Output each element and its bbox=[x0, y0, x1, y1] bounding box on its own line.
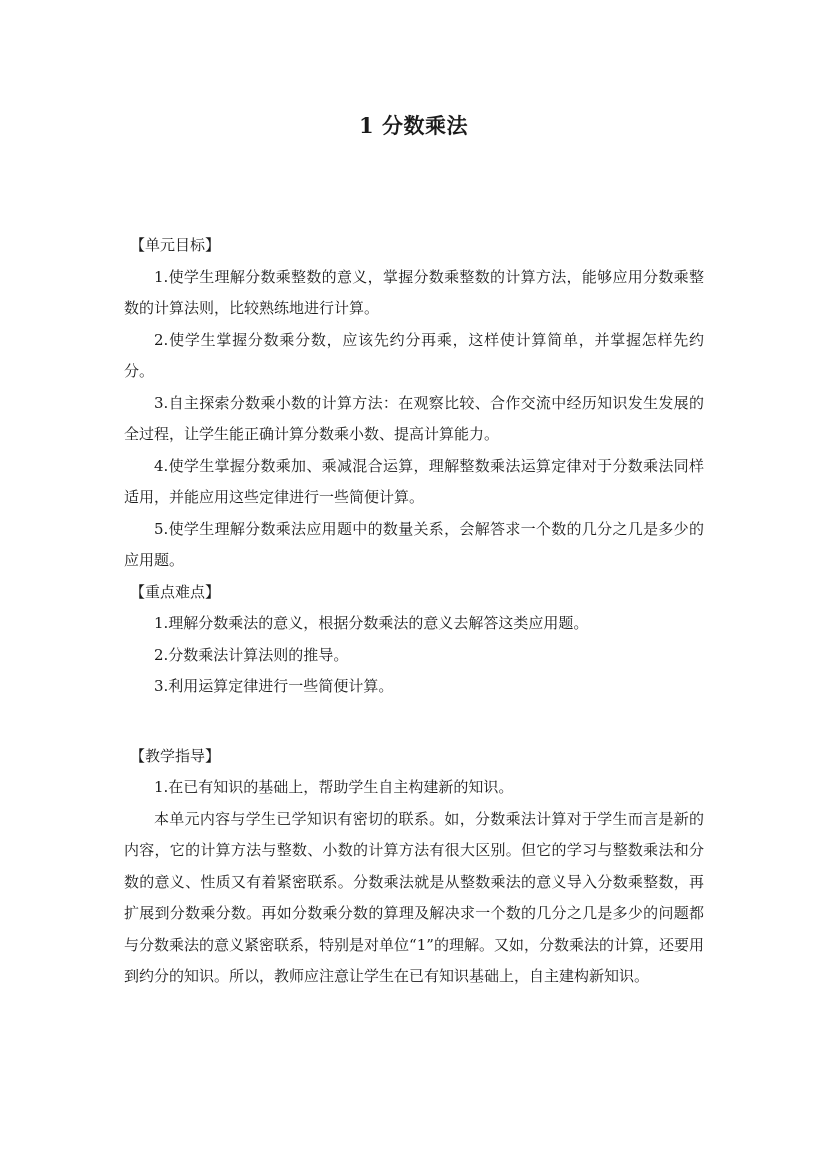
keypoint-item: 1.理解分数乘法的意义，根据分数乘法的意义去解答这类应用题。 bbox=[154, 614, 589, 632]
keypoint-item: 2.分数乘法计算法则的推导。 bbox=[154, 645, 349, 664]
section-spacer bbox=[124, 703, 704, 741]
section-heading-keypoints: 【重点难点】 bbox=[130, 582, 221, 601]
document-body bbox=[124, 230, 704, 993]
section-heading-goals: 【单元目标】 bbox=[130, 236, 221, 254]
goal-item: 2.使学生掌握分数乘分数，应该先约分再乘，这样使计算简单，并掌握怎样先约分。 bbox=[124, 330, 704, 380]
guidance-item: 1.在已有知识的基础上，帮助学生自主构建新的知识。 bbox=[154, 778, 514, 796]
page-title: 1 分数乘法 bbox=[359, 113, 468, 138]
goal-item: 4.使学生掌握分数乘加、乘减混合运算，理解整数乘法运算定律对于分数乘法同样适用，并能应用这些定律进行一些简便计算。 bbox=[124, 456, 704, 506]
goal-item: 3.自主探索分数乘小数的计算方法：在观察比较、合作交流中经历知识发生发展的全过程，让学生能正确计算分数乘小数、提高计算能力。 bbox=[124, 393, 704, 443]
guidance-paragraph: 本单元内容与学生已学知识有密切的联系。如，分数乘法计算对于学生而言是新的内容，它的计算方法与整数、小数的计算方法有很大区别。但它的学习与整数乘法和分数的意义、性质又有着紧密联系。分数乘法就是从整数乘法的意义导入分数乘整数，再扩展到分数乘分数。再如分数乘分数的算理及解决求一个数的几分之几是多少的问题都与分数乘法的意义紧密联系，特别是对单位“1”的理解。又如，分数乘法的计算，还要用到约分的知识。所以，教师应注意让学生在已有知识基础上，自主建构新知识。 bbox=[124, 809, 704, 985]
keypoint-item: 3.利用运算定律进行一些简便计算。 bbox=[154, 677, 394, 695]
section-heading-guidance: 【教学指导】 bbox=[130, 746, 221, 765]
goal-item: 1.使学生理解分数乘整数的意义，掌握分数乘整数的计算方法，能够应用分数乘整数的计算法则，比较熟练地进行计算。 bbox=[124, 267, 704, 317]
goal-item: 5.使学生理解分数乘法应用题中的数量关系，会解答求一个数的几分之几是多少的应用题。 bbox=[124, 519, 704, 569]
